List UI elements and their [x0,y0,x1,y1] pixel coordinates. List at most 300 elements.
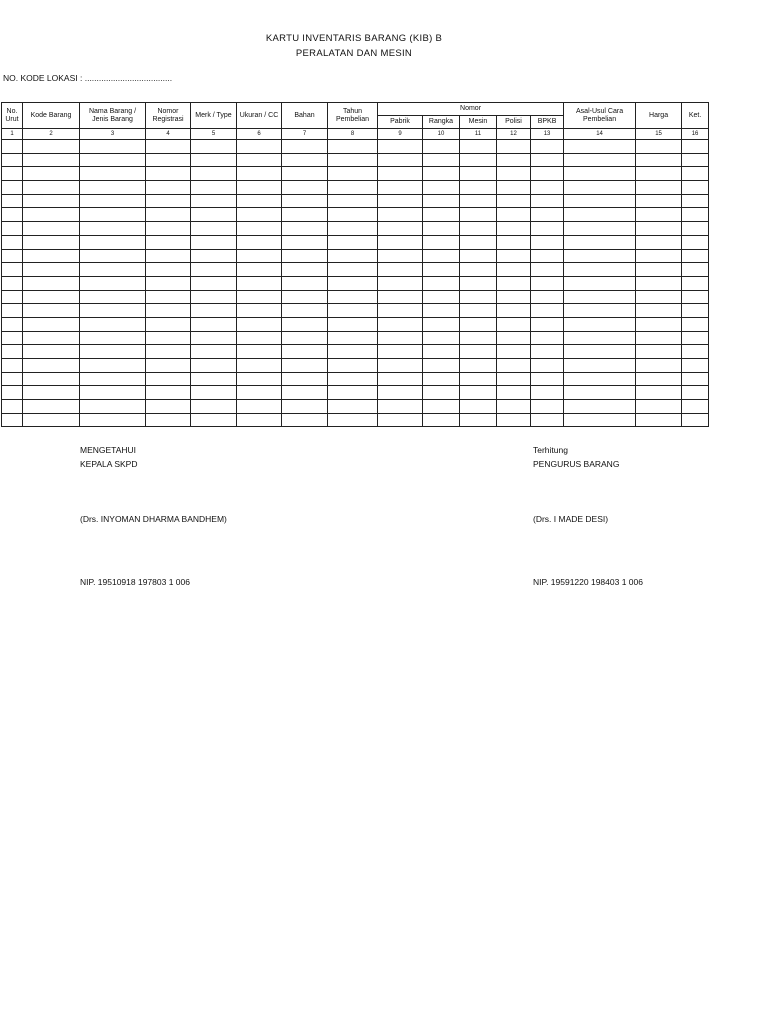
table-cell [146,249,191,263]
table-cell [531,400,564,414]
table-cell [531,317,564,331]
table-cell [682,317,709,331]
header-rangka: Rangka [423,116,460,129]
table-row [2,208,709,222]
table-cell [460,208,497,222]
table-row [2,153,709,167]
table-row [2,140,709,154]
table-cell [2,317,23,331]
table-row [2,167,709,181]
table-cell [23,400,80,414]
table-cell [378,359,423,373]
table-cell [682,331,709,345]
table-cell [146,304,191,318]
table-cell [636,249,682,263]
table-row [2,276,709,290]
table-cell [460,372,497,386]
table-cell [636,386,682,400]
table-cell [2,249,23,263]
table-cell [23,304,80,318]
table-cell [237,194,282,208]
column-number: 1 [2,129,23,140]
table-row [2,372,709,386]
table-cell [23,359,80,373]
column-number: 8 [328,129,378,140]
table-cell [531,345,564,359]
table-cell [564,372,636,386]
table-cell [146,317,191,331]
table-cell [460,413,497,427]
table-cell [636,400,682,414]
table-row [2,304,709,318]
table-cell [282,290,328,304]
table-cell [23,140,80,154]
table-cell [146,359,191,373]
table-cell [2,263,23,277]
column-number: 6 [237,129,282,140]
table-cell [80,140,146,154]
table-cell [2,386,23,400]
table-cell [146,222,191,236]
table-cell [497,140,531,154]
table-row [2,249,709,263]
table-cell [460,167,497,181]
table-cell [2,400,23,414]
inventory-table [1,102,709,427]
table-row [2,222,709,236]
table-cell [636,372,682,386]
table-cell [328,386,378,400]
table-cell [682,249,709,263]
table-cell [191,263,237,277]
table-cell [2,331,23,345]
table-cell [191,359,237,373]
table-cell [328,181,378,195]
table-cell [423,413,460,427]
table-cell [682,345,709,359]
table-cell [423,304,460,318]
table-cell [497,413,531,427]
table-cell [564,140,636,154]
mengetahui-label: MENGETAHUI [80,445,137,455]
table-cell [497,345,531,359]
table-cell [237,290,282,304]
table-cell [497,290,531,304]
table-cell [497,208,531,222]
table-cell [80,222,146,236]
header-nomor-registrasi: Nomor Registrasi [146,103,191,129]
table-cell [80,372,146,386]
table-row [2,359,709,373]
table-cell [191,235,237,249]
table-cell [282,304,328,318]
table-cell [146,181,191,195]
table-cell [282,263,328,277]
table-cell [423,345,460,359]
header-harga: Harga [636,103,682,129]
table-cell [282,317,328,331]
table-cell [460,276,497,290]
table-cell [146,140,191,154]
table-cell [497,263,531,277]
table-cell [636,263,682,277]
table-cell [191,153,237,167]
table-cell [460,331,497,345]
table-cell [564,194,636,208]
table-cell [237,249,282,263]
table-cell [328,276,378,290]
table-cell [80,317,146,331]
table-cell [191,345,237,359]
table-cell [460,181,497,195]
table-cell [378,331,423,345]
table-cell [460,317,497,331]
table-cell [460,263,497,277]
kode-lokasi-label: NO. KODE LOKASI : ..................................... [3,73,173,83]
table-cell [460,249,497,263]
table-cell [564,359,636,373]
table-cell [423,263,460,277]
table-cell [146,194,191,208]
table-cell [423,249,460,263]
table-cell [378,222,423,236]
signature-right-heading [533,443,619,471]
table-cell [423,222,460,236]
table-cell [282,153,328,167]
table-cell [423,386,460,400]
table-cell [80,263,146,277]
table-cell [460,386,497,400]
table-cell [282,386,328,400]
table-cell [378,153,423,167]
table-cell [328,413,378,427]
table-cell [191,208,237,222]
table-cell [23,331,80,345]
table-cell [378,249,423,263]
table-cell [282,235,328,249]
table-cell [237,208,282,222]
table-cell [80,153,146,167]
signature-right-nip: NIP. 19591220 198403 1 006 [533,577,643,587]
table-cell [2,222,23,236]
table-cell [328,304,378,318]
table-cell [282,345,328,359]
table-cell [636,331,682,345]
table-cell [682,413,709,427]
table-cell [423,317,460,331]
table-cell [497,276,531,290]
table-cell [531,413,564,427]
table-cell [423,194,460,208]
table-cell [497,235,531,249]
table-cell [328,235,378,249]
table-cell [328,345,378,359]
table-cell [328,263,378,277]
table-cell [80,304,146,318]
table-cell [2,276,23,290]
table-cell [531,140,564,154]
table-cell [378,276,423,290]
table-cell [80,235,146,249]
table-cell [531,153,564,167]
document-title: KARTU INVENTARIS BARANG (KIB) B [265,33,443,44]
table-row [2,263,709,277]
table-cell [460,345,497,359]
header-merk-type: Merk / Type [191,103,237,129]
table-cell [282,167,328,181]
table-cell [282,276,328,290]
table-cell [636,359,682,373]
table-cell [2,359,23,373]
table-cell [564,386,636,400]
table-cell [497,359,531,373]
table-cell [497,386,531,400]
header-bahan: Bahan [282,103,328,129]
table-cell [328,153,378,167]
table-cell [564,249,636,263]
table-cell [423,331,460,345]
table-cell [23,276,80,290]
table-cell [531,181,564,195]
table-cell [378,386,423,400]
table-cell [497,249,531,263]
table-cell [328,249,378,263]
table-cell [191,181,237,195]
table-cell [328,222,378,236]
table-cell [191,372,237,386]
table-cell [80,167,146,181]
table-cell [237,181,282,195]
table-cell [80,194,146,208]
table-cell [423,372,460,386]
table-cell [682,208,709,222]
header-pabrik: Pabrik [378,116,423,129]
table-cell [564,153,636,167]
table-cell [191,304,237,318]
column-number: 4 [146,129,191,140]
table-cell [328,167,378,181]
table-cell [682,222,709,236]
table-cell [636,167,682,181]
table-cell [531,222,564,236]
table-cell [237,359,282,373]
table-cell [23,345,80,359]
header-no-urut: No. Urut [2,103,23,129]
column-number: 13 [531,129,564,140]
table-cell [378,345,423,359]
table-row [2,331,709,345]
table-cell [328,400,378,414]
table-cell [237,372,282,386]
table-cell [497,222,531,236]
table-cell [237,304,282,318]
table-cell [531,194,564,208]
table-cell [80,290,146,304]
table-cell [636,222,682,236]
table-cell [191,249,237,263]
table-cell [636,276,682,290]
table-cell [328,317,378,331]
table-cell [328,359,378,373]
table-cell [497,167,531,181]
table-cell [146,386,191,400]
table-cell [636,194,682,208]
table-cell [2,235,23,249]
table-cell [423,208,460,222]
table-cell [237,413,282,427]
table-cell [564,317,636,331]
table-cell [564,345,636,359]
table-cell [282,222,328,236]
table-cell [682,276,709,290]
table-cell [80,413,146,427]
header-nomor-group: Nomor [378,103,564,116]
table-cell [460,140,497,154]
signature-left-name: (Drs. INYOMAN DHARMA BANDHEM) [80,514,227,524]
table-cell [460,400,497,414]
column-number: 16 [682,129,709,140]
table-cell [23,181,80,195]
table-cell [282,331,328,345]
column-number: 11 [460,129,497,140]
table-cell [2,372,23,386]
table-cell [23,290,80,304]
table-cell [497,194,531,208]
table-cell [237,345,282,359]
table-cell [80,208,146,222]
table-cell [497,372,531,386]
column-number: 5 [191,129,237,140]
table-cell [146,400,191,414]
table-cell [328,372,378,386]
table-cell [564,263,636,277]
table-cell [531,386,564,400]
table-cell [460,153,497,167]
table-cell [682,153,709,167]
table-cell [237,153,282,167]
table-cell [328,194,378,208]
table-cell [191,167,237,181]
table-cell [282,208,328,222]
table-cell [636,345,682,359]
table-cell [497,400,531,414]
table-cell [23,413,80,427]
table-cell [282,140,328,154]
table-cell [378,235,423,249]
table-cell [378,167,423,181]
table-cell [237,222,282,236]
table-cell [2,194,23,208]
table-cell [237,386,282,400]
table-cell [237,140,282,154]
table-cell [146,276,191,290]
document-subtitle: PERALATAN DAN MESIN [295,48,413,59]
table-cell [282,413,328,427]
table-cell [636,208,682,222]
table-cell [460,194,497,208]
table-cell [423,276,460,290]
table-cell [2,304,23,318]
table-cell [80,276,146,290]
table-cell [2,345,23,359]
table-cell [191,222,237,236]
table-cell [531,208,564,222]
table-cell [237,400,282,414]
header-polisi: Polisi [497,116,531,129]
table-cell [328,290,378,304]
table-cell [564,331,636,345]
table-cell [282,359,328,373]
table-row [2,181,709,195]
table-cell [146,372,191,386]
table-cell [564,222,636,236]
signature-left-nip: NIP. 19510918 197803 1 006 [80,577,190,587]
table-cell [378,304,423,318]
table-cell [378,317,423,331]
table-cell [497,317,531,331]
table-cell [682,194,709,208]
table-cell [191,276,237,290]
table-cell [282,400,328,414]
table-cell [460,235,497,249]
table-cell [2,153,23,167]
table-cell [423,359,460,373]
table-cell [191,400,237,414]
table-cell [636,181,682,195]
table-cell [682,290,709,304]
table-cell [146,167,191,181]
table-cell [497,153,531,167]
table-cell [564,304,636,318]
table-cell [191,140,237,154]
table-cell [636,235,682,249]
table-cell [423,153,460,167]
column-number: 3 [80,129,146,140]
table-cell [328,208,378,222]
table-cell [23,167,80,181]
table-cell [423,235,460,249]
table-cell [378,263,423,277]
column-number: 12 [497,129,531,140]
table-cell [531,304,564,318]
table-cell [460,304,497,318]
table-cell [564,276,636,290]
table-cell [191,331,237,345]
table-cell [636,413,682,427]
table-cell [23,194,80,208]
table-cell [636,290,682,304]
table-cell [237,276,282,290]
column-number: 2 [23,129,80,140]
table-cell [328,331,378,345]
table-cell [497,331,531,345]
table-row [2,345,709,359]
table-cell [460,359,497,373]
table-cell [682,263,709,277]
table-cell [191,194,237,208]
table-row [2,413,709,427]
table-cell [682,235,709,249]
table-cell [682,359,709,373]
table-row [2,400,709,414]
table-cell [682,140,709,154]
table-cell [191,386,237,400]
table-cell [378,194,423,208]
header-tahun-pembelian: Tahun Pembelian [328,103,378,129]
table-cell [423,400,460,414]
table-cell [237,167,282,181]
table-cell [80,400,146,414]
